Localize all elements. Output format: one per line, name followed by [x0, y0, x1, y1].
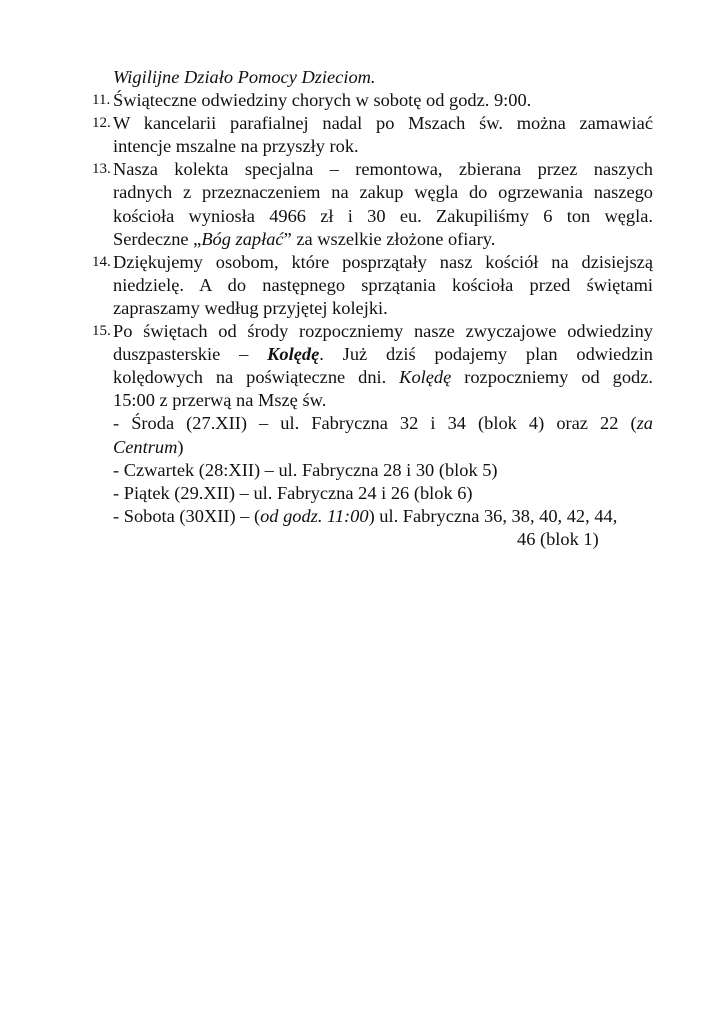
announcement-13	[92, 158, 653, 250]
intro-line	[92, 66, 653, 89]
announcement-15	[92, 320, 653, 551]
text-italic: od godz. 11:00	[260, 505, 369, 526]
item-line	[113, 228, 653, 251]
announcement-14	[92, 251, 653, 320]
item-line: Świąteczne odwiedziny chorych w sobotę od godz. 9:00.	[113, 90, 532, 111]
item-line: W kancelarii parafialnej nadal po Mszach św. można zamawiać	[113, 113, 653, 134]
text-segment: Serdeczne „	[113, 228, 202, 249]
item-number: 13.	[92, 161, 111, 178]
item-number: 11.	[92, 92, 111, 109]
announcement-12	[92, 112, 653, 158]
announcement-11	[92, 89, 653, 112]
item-line: Po świętach od środy rozpoczniemy nasze zwyczajowe odwiedziny	[113, 321, 653, 342]
text-segment: . Już dziś podajemy plan odwiedzin	[319, 344, 653, 365]
text-segment: - Sobota (30XII) – (	[113, 505, 261, 526]
item-line: intencje mszalne na przyszły rok.	[113, 136, 359, 157]
item-line: 15:00 z przerwą na Mszę św.	[113, 390, 327, 411]
item-line	[113, 343, 653, 366]
intro-italic: Wigilijne Działo Pomocy Dzieciom.	[113, 67, 376, 87]
text-segment: kolędowych na poświąteczne dni.	[113, 367, 400, 388]
item-line: radnych z przeznaczeniem na zakup węgla do ogrzewania naszego	[113, 182, 653, 203]
item-line: niedzielę. A do następnego sprzątania kościoła przed świętami	[113, 274, 653, 295]
koledy-italic: Kolędę	[399, 367, 452, 388]
koledy-bold-italic: Kolędę	[267, 344, 320, 365]
bog-zaplac-italic: Bóg zapłać	[201, 228, 284, 249]
schedule-thursday: - Czwartek (28:XII) – ul. Fabryczna 28 i 30 (blok 5)	[113, 459, 498, 480]
text-italic: Centrum	[113, 436, 178, 457]
item-line	[113, 366, 653, 389]
item-line: zapraszamy według przyjętej kolejki.	[113, 297, 388, 318]
text-segment: ” za wszelkie złożone ofiary.	[283, 228, 496, 249]
item-line: Nasza kolekta specjalna – remontowa, zbierana przez naszych	[113, 159, 653, 180]
schedule-wednesday-cont	[113, 436, 653, 459]
text-segment: )	[177, 436, 184, 457]
item-number: 14.	[92, 253, 111, 270]
item-line: Dziękujemy osobom, które posprzątały nasz kościół na dzisiejszą	[113, 251, 653, 272]
schedule-friday: - Piątek (29.XII) – ul. Fabryczna 24 i 26 (blok 6)	[113, 482, 473, 503]
text-segment: duszpasterskie –	[113, 344, 268, 365]
item-line: kościoła wyniosła 4966 zł i 30 eu. Zakupiliśmy 6 ton węgla.	[113, 205, 653, 226]
schedule-saturday	[113, 505, 653, 528]
text-segment: rozpoczniemy od godz.	[451, 367, 653, 388]
schedule-saturday-cont: 46 (blok 1)	[517, 528, 599, 549]
announcements-text	[92, 66, 653, 551]
item-number: 12.	[92, 115, 111, 132]
schedule-wednesday	[113, 412, 653, 435]
text-segment: ) ul. Fabryczna 36, 38, 40, 42, 44,	[368, 505, 618, 526]
text-segment: - Środa (27.XII) – ul. Fabryczna 32 i 34 (blok 4) oraz 22 (	[113, 413, 637, 434]
item-number: 15.	[92, 323, 111, 340]
text-italic: za	[636, 413, 653, 434]
